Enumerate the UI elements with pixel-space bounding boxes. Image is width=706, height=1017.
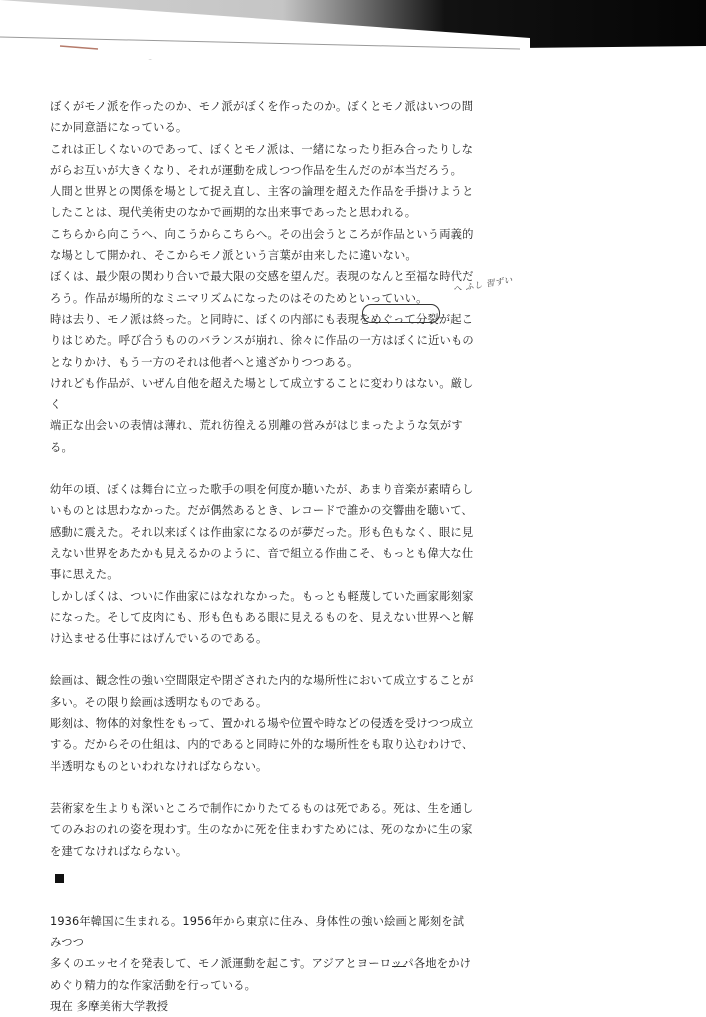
author-biography: 1936年韓国に生まれる。1956年から東京に住み、身体性の強い絵画と彫刻を試みつつ 多くのエッセイを発表して、モノ派運動を起こす。アジアとヨーロッパ各地をかけ めぐり精力的な作家活動を行っている。 (50, 914, 472, 992)
paragraph-death: 芸術家を生よりも深いところで制作にかりたてるものは死である。死は、生を通し てのみおのれの姿を現わす。生のなかに死を住まわすためには、死のなかに生の家 を建てなければならない。 (50, 801, 474, 858)
author-position: 現在 多摩美術大学教授 (50, 999, 169, 1013)
paragraph-childhood: 幼年の頃、ぼくは舞台に立った歌手の唄を何度か聴いたが、あまり音楽が素晴らし いものとは思わなかった。だが偶然あるとき、レコードで誰かの交響曲を聴いて、 感動に震えた。それ以来ぼくは作曲家になるのが夢だった。形も色もなく、眼に見 えない世界をあたかも見えるかのように、音で組立る作曲こそ、もっとも偉大な仕 事に思えた。 しかしぼくは、ついに作曲家にはなれなかった。もっとも軽蔑していた画家彫刻家 になった。そして皮肉にも、形も色もある眼に見えるものを、見えない世界へと解 け込ませる仕事にはげんでいるのである。 (50, 483, 474, 646)
paragraph-mono-ha: ぼくがモノ派を作ったのか、モノ派がぼくを作ったのか。ぼくとモノ派はいつの間 にか同意語になっている。 これは正しくないのであって、ぼくとモノ派は、一緒になったり拒み合ったりしな がらお互いが大きくなり、それが運動を成しつつ作品を生んだのが本当だろう。 人間と世界との関係を場として捉え直し、主客の論理を超えた作品を手掛けようと したことは、現代美術史のなかで画期的な出来事であったと思われる。 こちらから向こうへ、向こうからこちらへ。その出会うところが作品という両義的 な場として開かれ、そこからモノ派という言葉が由来したに違いない。 ぼくは、最少限の関わり合いで最大限の交感を望んだ。表現のなんと至福な時代だ ろう。作品が場所的なミニマリズムになったのはそのためといっていい。 時は去り、モノ派は終った。と同時に、ぼくの内部にも表現をめぐって分裂が起こ りはじめた。呼び合うもののバランスが崩れ、徐々に作品の一方はぼくに近いもの となりかけ、もう一方のそれは他者へと遠ざかりつつある。 けれども作品が、いぜん自他を超えた場として成立することに変わりはない。厳しく 端正な出会いの表情は薄れ、荒れ彷徨える別離の営みがはじまったような気がする。 (50, 100, 474, 454)
document-body (50, 96, 474, 1017)
section-marker-square (55, 874, 64, 883)
handwritten-note: へ ふし 習ずい (452, 275, 514, 295)
paragraph-painting-sculpture: 絵画は、観念性の強い空間限定や閉ざされた内的な場所性において成立することが 多い。その限り絵画は透明なものである。 彫刻は、物体的対象性をもって、置かれる場や位置や時などの侵透を受けつつ成立 する。だからその仕組は、内的であると同時に外的な場所性をも取り込むわけで、 半透明なものといわれなければならない。 (50, 674, 474, 773)
